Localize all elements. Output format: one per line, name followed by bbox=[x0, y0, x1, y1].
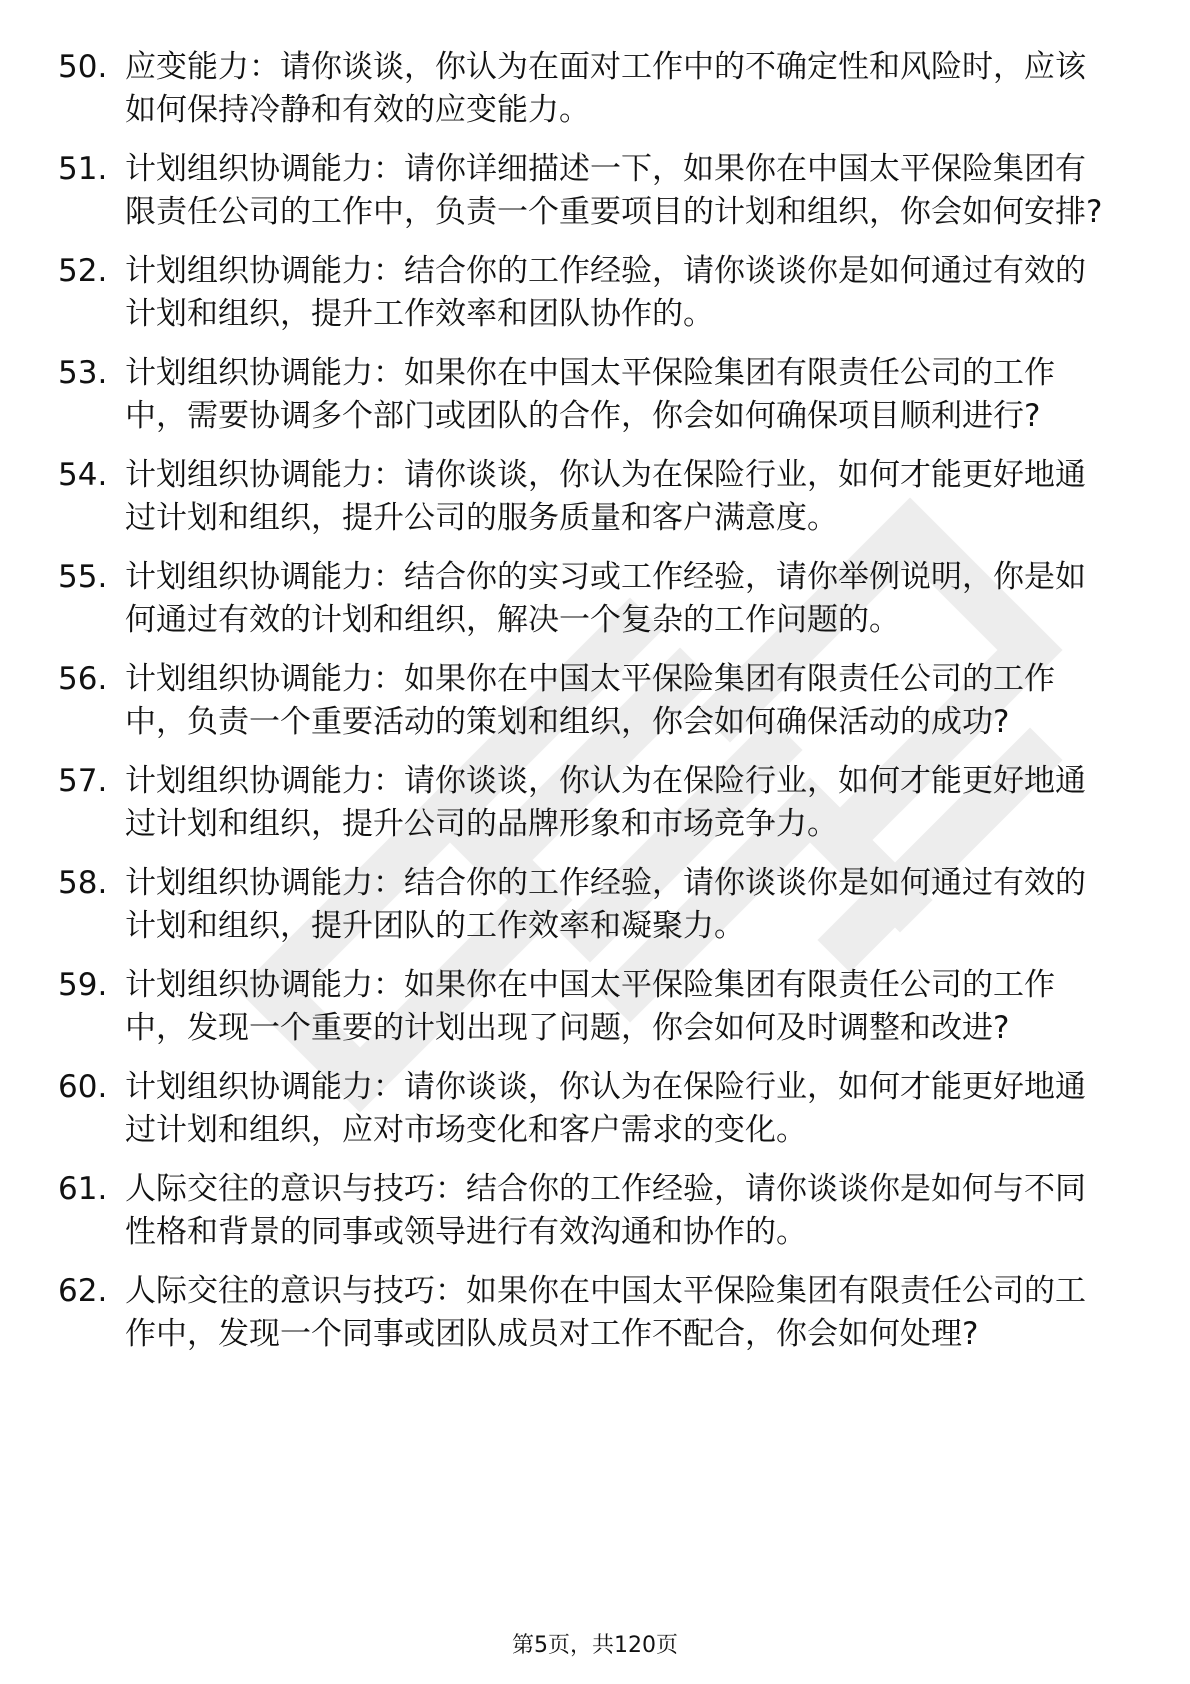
question-text: 人际交往的意识与技巧：如果你在中国太平保险集团有限责任公司的工作中，发现一个同事或团队成员对工作不配合，你会如何处理? bbox=[125, 1273, 1086, 1352]
page-number-label: 第5页，共120页 bbox=[512, 1633, 678, 1658]
question-number: 54. bbox=[58, 457, 108, 493]
question-text: 计划组织协调能力：请你详细描述一下，如果你在中国太平保险集团有限责任公司的工作中，负责一个重要项目的计划和组织，你会如何安排? bbox=[125, 151, 1103, 230]
question-item bbox=[58, 862, 1118, 948]
question-text: 人际交往的意识与技巧：结合你的工作经验，请你谈谈你是如何与不同性格和背景的同事或领导进行有效沟通和协作的。 bbox=[125, 1171, 1086, 1250]
question-item bbox=[58, 1066, 1118, 1152]
question-list bbox=[58, 46, 1118, 1372]
question-item bbox=[58, 454, 1118, 540]
question-number: 62. bbox=[58, 1273, 108, 1309]
question-item bbox=[58, 1168, 1118, 1254]
question-number: 53. bbox=[58, 355, 108, 391]
question-text: 计划组织协调能力：如果你在中国太平保险集团有限责任公司的工作中，负责一个重要活动的策划和组织，你会如何确保活动的成功? bbox=[125, 661, 1055, 740]
question-text: 应变能力：请你谈谈，你认为在面对工作中的不确定性和风险时，应该如何保持冷静和有效的应变能力。 bbox=[125, 49, 1086, 128]
question-text: 计划组织协调能力：请你谈谈，你认为在保险行业，如何才能更好地通过计划和组织，提升公司的服务质量和客户满意度。 bbox=[125, 457, 1086, 536]
question-item bbox=[58, 148, 1118, 234]
question-number: 57. bbox=[58, 763, 108, 799]
question-number: 60. bbox=[58, 1069, 108, 1105]
question-text: 计划组织协调能力：请你谈谈，你认为在保险行业，如何才能更好地通过计划和组织，应对市场变化和客户需求的变化。 bbox=[125, 1069, 1086, 1148]
question-number: 55. bbox=[58, 559, 108, 595]
question-number: 59. bbox=[58, 967, 108, 1003]
question-text: 计划组织协调能力：如果你在中国太平保险集团有限责任公司的工作中，发现一个重要的计划出现了问题，你会如何及时调整和改进? bbox=[125, 967, 1055, 1046]
question-number: 61. bbox=[58, 1171, 108, 1207]
question-text: 计划组织协调能力：结合你的工作经验，请你谈谈你是如何通过有效的计划和组织，提升团队的工作效率和凝聚力。 bbox=[125, 865, 1086, 944]
question-item bbox=[58, 760, 1118, 846]
question-item bbox=[58, 352, 1118, 438]
question-number: 50. bbox=[58, 49, 108, 85]
question-item bbox=[58, 250, 1118, 336]
question-item bbox=[58, 964, 1118, 1050]
question-number: 52. bbox=[58, 253, 108, 289]
question-item bbox=[58, 658, 1118, 744]
question-text: 计划组织协调能力：结合你的工作经验，请你谈谈你是如何通过有效的计划和组织，提升工作效率和团队协作的。 bbox=[125, 253, 1086, 332]
question-item bbox=[58, 46, 1118, 132]
question-number: 51. bbox=[58, 151, 108, 187]
question-item bbox=[58, 1270, 1118, 1356]
question-text: 计划组织协调能力：如果你在中国太平保险集团有限责任公司的工作中，需要协调多个部门或团队的合作，你会如何确保项目顺利进行? bbox=[125, 355, 1055, 434]
question-number: 56. bbox=[58, 661, 108, 697]
page-footer bbox=[0, 1632, 1190, 1660]
question-text: 计划组织协调能力：结合你的实习或工作经验，请你举例说明，你是如何通过有效的计划和组织，解决一个复杂的工作问题的。 bbox=[125, 559, 1086, 638]
question-item bbox=[58, 556, 1118, 642]
question-text: 计划组织协调能力：请你谈谈，你认为在保险行业，如何才能更好地通过计划和组织，提升公司的品牌形象和市场竞争力。 bbox=[125, 763, 1086, 842]
question-number: 58. bbox=[58, 865, 108, 901]
